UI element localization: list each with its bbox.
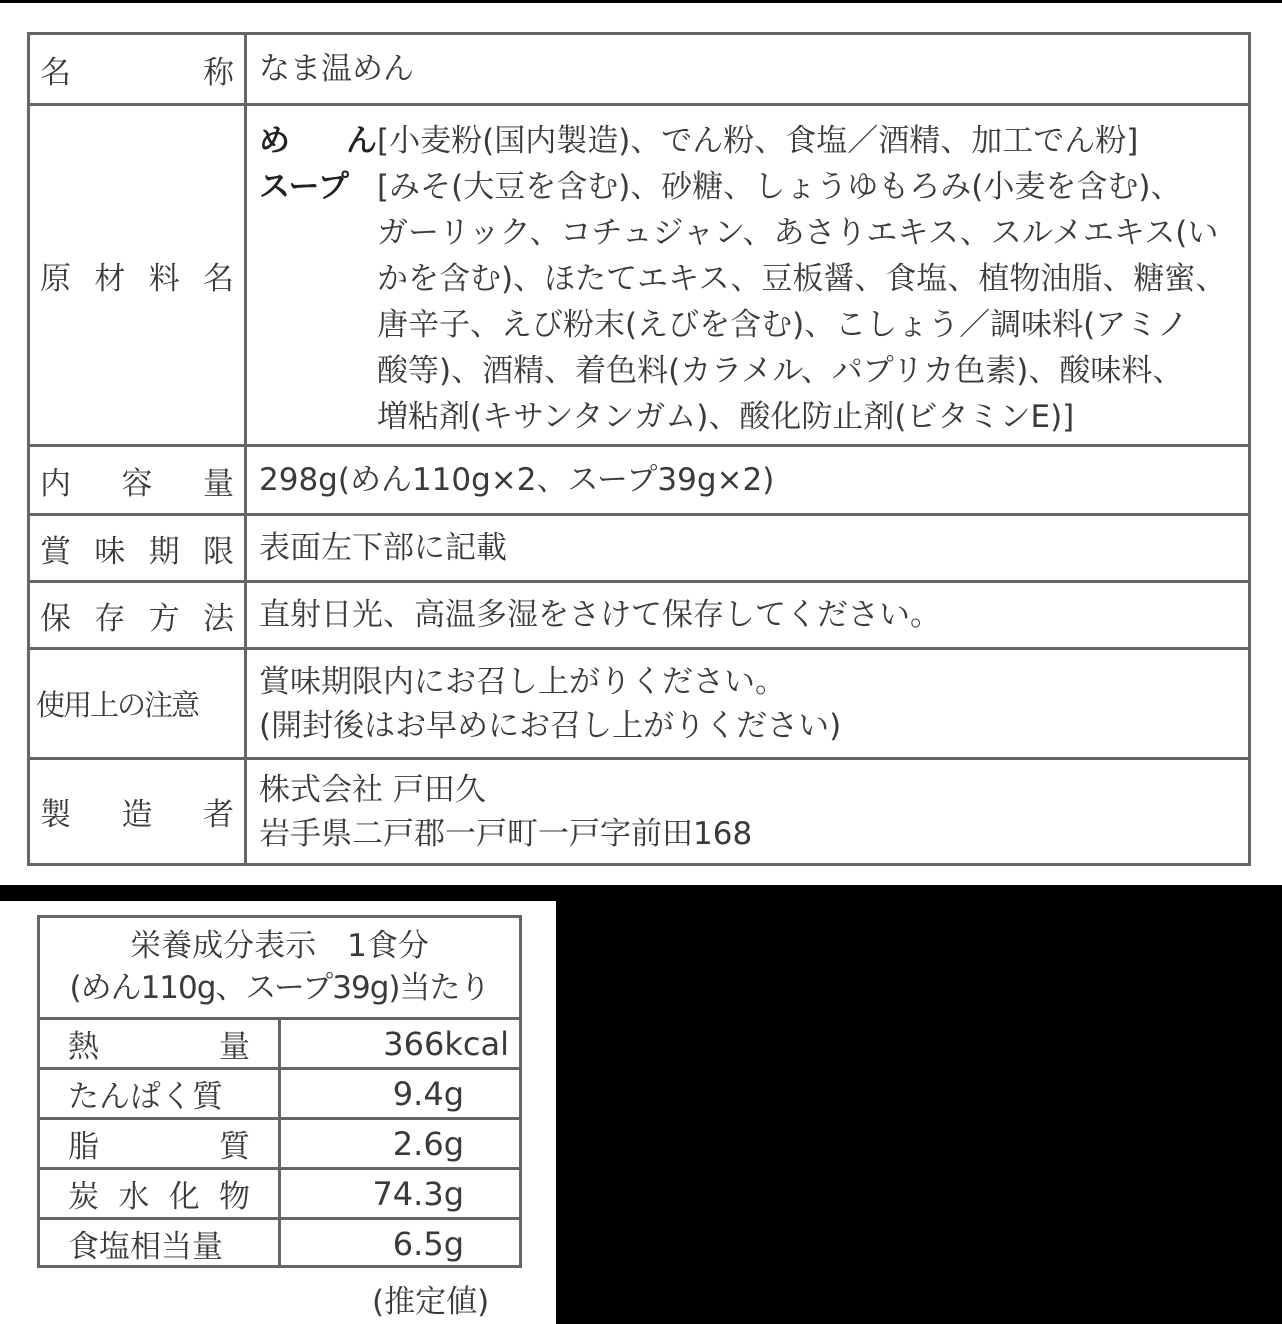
- nutrition-label: 脂 質: [40, 1120, 281, 1167]
- nutrition-label: たんぱく質: [40, 1070, 281, 1117]
- row-label: 名 称: [30, 35, 247, 103]
- nutrition-row-fat: [40, 1117, 519, 1167]
- row-label: 内 容 量: [30, 447, 247, 513]
- best-before-value: 表面左下部に記載: [259, 530, 507, 566]
- soup-ingredients-line: 酸等)、酒精、着色料(カラメル、パプリカ色素)、酸味料、: [377, 353, 1184, 389]
- manufacturer-address: 岩手県二戸郡一戸町一戸字前田168: [259, 815, 753, 852]
- manufacturer-name: 株式会社 戸田久: [259, 771, 486, 808]
- nutrition-row-salt: [40, 1217, 519, 1267]
- nutrition-value: 6.5g: [392, 1224, 464, 1263]
- row-name: [30, 35, 1248, 103]
- row-storage: [30, 580, 1248, 647]
- noodle-ingredients: め ん [小麦粉(国内製造)、でん粉、食塩／酒精、加工でん粉]: [259, 118, 1236, 164]
- nutrition-table: [37, 915, 522, 1268]
- noodle-key: め ん: [259, 123, 377, 159]
- estimated-value-note: (推定値): [372, 1284, 490, 1320]
- nutrition-value: 9.4g: [392, 1074, 464, 1113]
- nutrition-value: 74.3g: [372, 1174, 464, 1213]
- row-caution: [30, 647, 1248, 757]
- product-label-panel: [0, 3, 1282, 885]
- nutrition-panel: [0, 901, 556, 1324]
- nutrition-label: 熱 量: [40, 1020, 281, 1067]
- soup-ingredients-line: 増粘剤(キサンタンガム)、酸化防止剤(ビタミンE)]: [377, 399, 1075, 435]
- caution-value: 賞味期限内にお召し上がりください。 (開封後はお早めにお召し上がりください): [259, 663, 842, 744]
- nutrition-label: 炭 水 化 物: [40, 1170, 281, 1217]
- nutrition-row-protein: [40, 1067, 519, 1117]
- nutrition-header: [40, 918, 519, 1017]
- row-manufacturer: [30, 757, 1248, 863]
- nutrition-value: 2.6g: [392, 1124, 464, 1163]
- soup-ingredients-line: 唐辛子、えび粉末(えびを含む)、こしょう／調味料(アミノ: [377, 307, 1189, 343]
- contents-value: 298g(めん110g×2、スープ39g×2): [259, 462, 775, 498]
- soup-ingredients-line: かを含む)、ほたてエキス、豆板醤、食塩、植物油脂、糖蜜、: [377, 261, 1227, 297]
- product-name: なま温めん: [259, 51, 414, 87]
- row-label: 原 材 料 名: [30, 106, 247, 444]
- nutrition-label: 食塩相当量: [40, 1220, 281, 1267]
- row-ingredients: [30, 103, 1248, 444]
- product-info-table: [27, 32, 1251, 866]
- nutrition-title: 栄養成分表示 1食分: [130, 928, 429, 964]
- row-label: 使用上の注意: [30, 650, 247, 757]
- ingredients-list: [247, 106, 1248, 444]
- row-label: 製 造 者: [30, 760, 247, 863]
- nutrition-row-carbohydrate: [40, 1167, 519, 1217]
- row-label: 保 存 方 法: [30, 583, 247, 647]
- manufacturer-value: [247, 760, 1248, 863]
- soup-key: スープ: [259, 169, 349, 205]
- soup-ingredients: スープ [みそ(大豆を含む)、砂糖、しょうゆもろみ(小麦を含む)、: [259, 164, 1236, 210]
- storage-value: 直射日光、高温多湿をさけて保存してください。: [259, 597, 941, 633]
- nutrition-row-energy: [40, 1017, 519, 1067]
- row-best-before: [30, 513, 1248, 580]
- row-label: 賞 味 期 限: [30, 516, 247, 580]
- soup-ingredients-line: ガーリック、コチュジャン、あさりエキス、スルメエキス(い: [377, 215, 1219, 251]
- nutrition-value: 366kcal: [383, 1024, 509, 1063]
- nutrition-serving: (めん110g、スープ39g)当たり: [69, 970, 490, 1006]
- row-contents: [30, 444, 1248, 513]
